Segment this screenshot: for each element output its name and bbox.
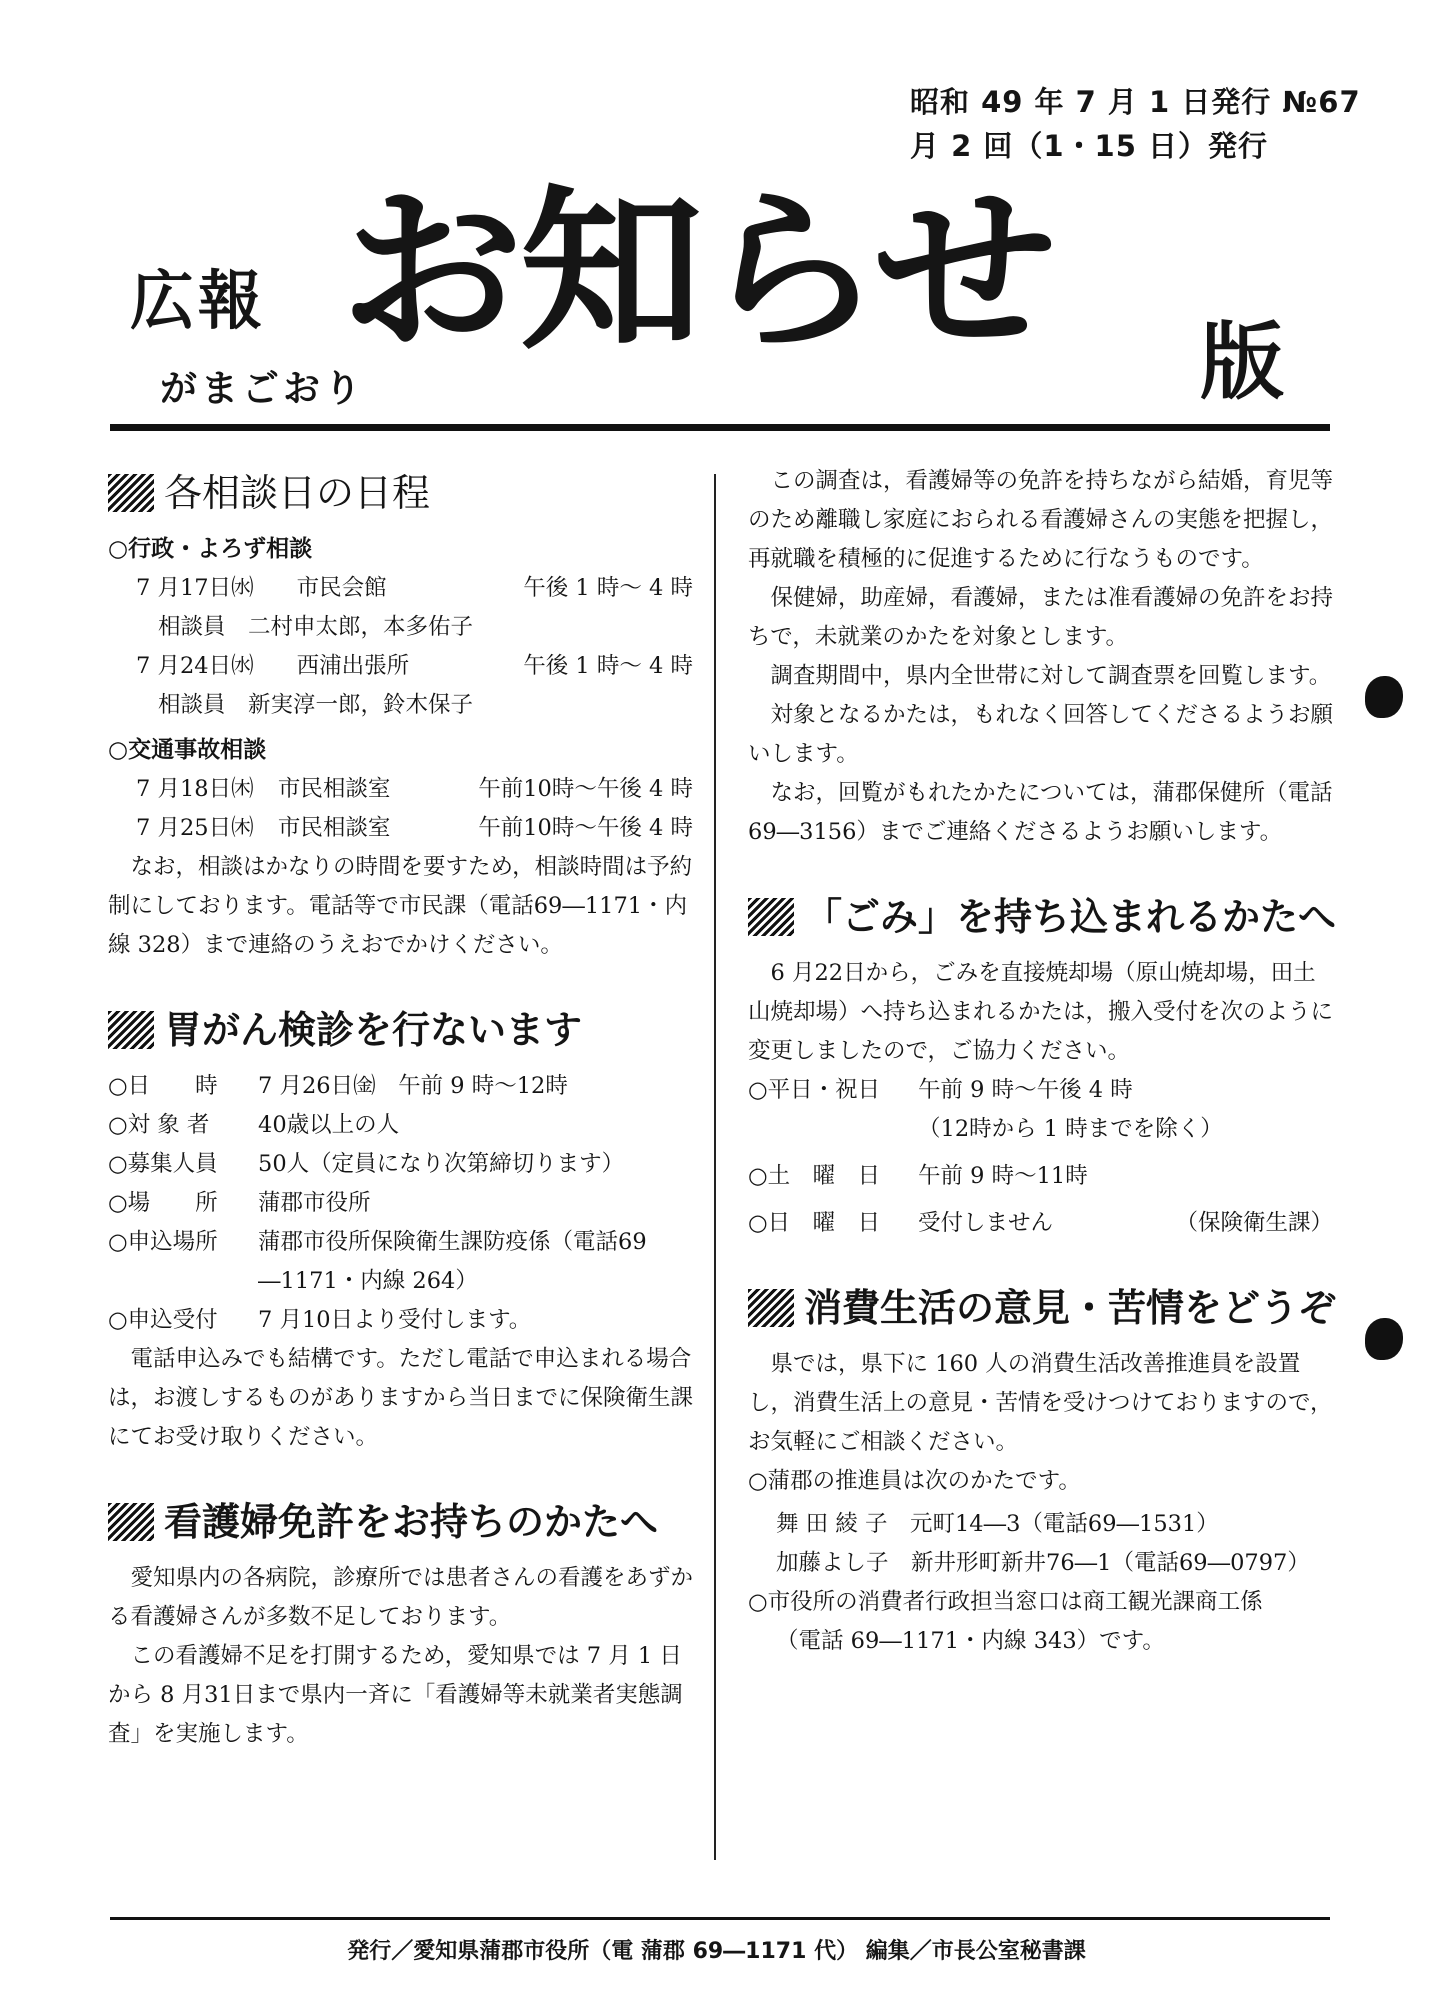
cancer-item: ○募集人員 50人（定員になり次第締切ります） (108, 1151, 625, 1177)
staff-line: 相談員 新実淳一郎，鈴木保子 (158, 692, 474, 718)
office-line: ○市役所の消費者行政担当窓口は商工観光課商工係 (748, 1589, 1263, 1615)
garbage-item: ○土 曜 日 午前 9 時～11時 (748, 1163, 1088, 1189)
cancer-item: ○申込場所 蒲郡市役所保険衛生課防疫係（電話69 (108, 1229, 647, 1255)
kotsu-title: ○交通事故相談 (108, 737, 267, 763)
nurse-paragraph: 保健婦，助産婦，看護婦，または准看護婦の免許をお持ちで，未就業のかたを対象とします。 (748, 585, 1334, 650)
hatch-icon (748, 1289, 794, 1327)
cancer-item: ○申込受付 7 月10日より受付します。 (108, 1307, 532, 1333)
garbage-item: ○平日・祝日 午前 9 時～午後 4 時 (748, 1077, 1133, 1103)
footer-publisher: 発行／愛知県蒲郡市役所（電 蒲郡 69―1171 代） 編集／市長公室秘書課 (347, 1939, 1086, 1964)
issue-frequency: 月 2 回（1・15 日）発行 (910, 129, 1269, 163)
masthead-edition: 版 (1200, 313, 1285, 411)
nurse-paragraph: 対象となるかたは，もれなく回答してくださるようお願いします。 (748, 702, 1334, 767)
left-column (108, 462, 693, 1754)
schedule-row: 7 月18日㈭ 市民相談室 午前10時～午後 4 時 (136, 776, 693, 802)
cancer-item: ○日 時 7 月26日㈮ 午前 9 時～12時 (108, 1073, 568, 1099)
schedule-row: 7 月17日㈬ 市民会館 午後 1 時～ 4 時 (136, 575, 693, 601)
hatch-icon (748, 898, 794, 936)
garbage-item: （12時から 1 時までを除く） (918, 1116, 1223, 1142)
nurse-paragraph: なお，回覧がもれたかたについては，蒲郡保健所（電話69―3156）までご連絡くださるようお願いします。 (748, 780, 1333, 845)
nurse-paragraph: 愛知県内の各病院，診療所では患者さんの看護をあずかる看護婦さんが多数不足しております。 (108, 1565, 694, 1630)
column-divider (714, 474, 716, 1860)
cancer-item: ―1171・内線 264） (258, 1268, 478, 1294)
hatch-icon (108, 1503, 154, 1541)
cancer-item: ○場 所 蒲郡市役所 (108, 1190, 371, 1216)
nurse-paragraph: この看護婦不足を打開するため，愛知県では 7 月 1 日から 8 月31日まで県内一斉に「看護婦等未就業者実態調査」を実施します。 (108, 1643, 683, 1747)
office-line: （電話 69―1171・内線 343）です。 (776, 1628, 1165, 1654)
cancer-item: ○対 象 者 40歳以上の人 (108, 1112, 400, 1138)
issue-date: 昭和 49 年 7 月 1 日発行 №67 (910, 85, 1361, 119)
schedule-row: 7 月24日㈬ 西浦出張所 午後 1 時～ 4 時 (136, 653, 693, 679)
garbage-intro: 6 月22日から，ごみを直接焼却場（原山焼却場，田土山焼却場）へ持ち込まれるかたは，搬入受付を次のように変更しましたので，ご協力ください。 (748, 960, 1334, 1064)
section-heading-nurse: 看護婦免許をお持ちのかたへ (108, 1491, 693, 1553)
garbage-item: ○日 曜 日 受付しません （保険衛生課） (748, 1204, 1333, 1243)
section-heading-cancer: 胃がん検診を行ないます (108, 999, 693, 1061)
masthead-title: お知らせ (340, 171, 1053, 374)
promoter-line: 舞 田 綾 子 元町14―3（電話69―1531） (776, 1511, 1219, 1537)
staff-line: 相談員 二村申太郎，本多佑子 (158, 614, 474, 640)
consult-note: なお，相談はかなりの時間を要すため，相談時間は予約制にしております。電話等で市民課（電話69―1171・内線 328）まで連絡のうえおでかけください。 (108, 854, 693, 958)
section-heading-garbage: 「ごみ」を持ち込まれるかたへ (748, 886, 1333, 948)
schedule-row: 7 月25日㈭ 市民相談室 午前10時～午後 4 時 (136, 815, 693, 841)
gyosei-title: ○行政・よろず相談 (108, 536, 313, 562)
section-heading-consumer: 消費生活の意見・苦情をどうぞ (748, 1277, 1333, 1339)
masthead-koho: 広報 (130, 265, 266, 339)
top-rule (110, 424, 1330, 431)
cancer-note: 電話申込みでも結構です。ただし電話で申込まれる場合は，お渡しするものがありますから当日までに保険衛生課にてお受け取りください。 (108, 1346, 694, 1450)
promoters-title: ○蒲郡の推進員は次のかたです。 (748, 1468, 1081, 1494)
garbage-dept: （保険衛生課） (1175, 1210, 1333, 1236)
hatch-icon (108, 1011, 154, 1049)
promoter-line: 加藤よし子 新井形町新井76―1（電話69―0797） (776, 1550, 1310, 1576)
nurse-paragraph: この調査は，看護婦等の免許を持ちながら結婚，育児等のため離職し家庭におられる看護婦さんの実態を把握し，再就職を積極的に促進するために行なうものです。 (748, 468, 1334, 572)
hatch-icon (108, 474, 154, 512)
punch-hole-mark (1365, 1318, 1403, 1360)
right-column (748, 462, 1337, 1661)
section-heading-consult: 各相談日の日程 (108, 462, 693, 524)
consumer-intro: 県では，県下に 160 人の消費生活改善推進員を設置し，消費生活上の意見・苦情を受けつけておりますので，お気軽にご相談ください。 (748, 1351, 1333, 1455)
punch-hole-mark (1365, 676, 1403, 718)
bottom-rule (110, 1917, 1330, 1920)
masthead-city-kana: がまごおり (160, 367, 365, 410)
nurse-paragraph: 調査期間中，県内全世帯に対して調査票を回覧します。 (770, 663, 1332, 689)
